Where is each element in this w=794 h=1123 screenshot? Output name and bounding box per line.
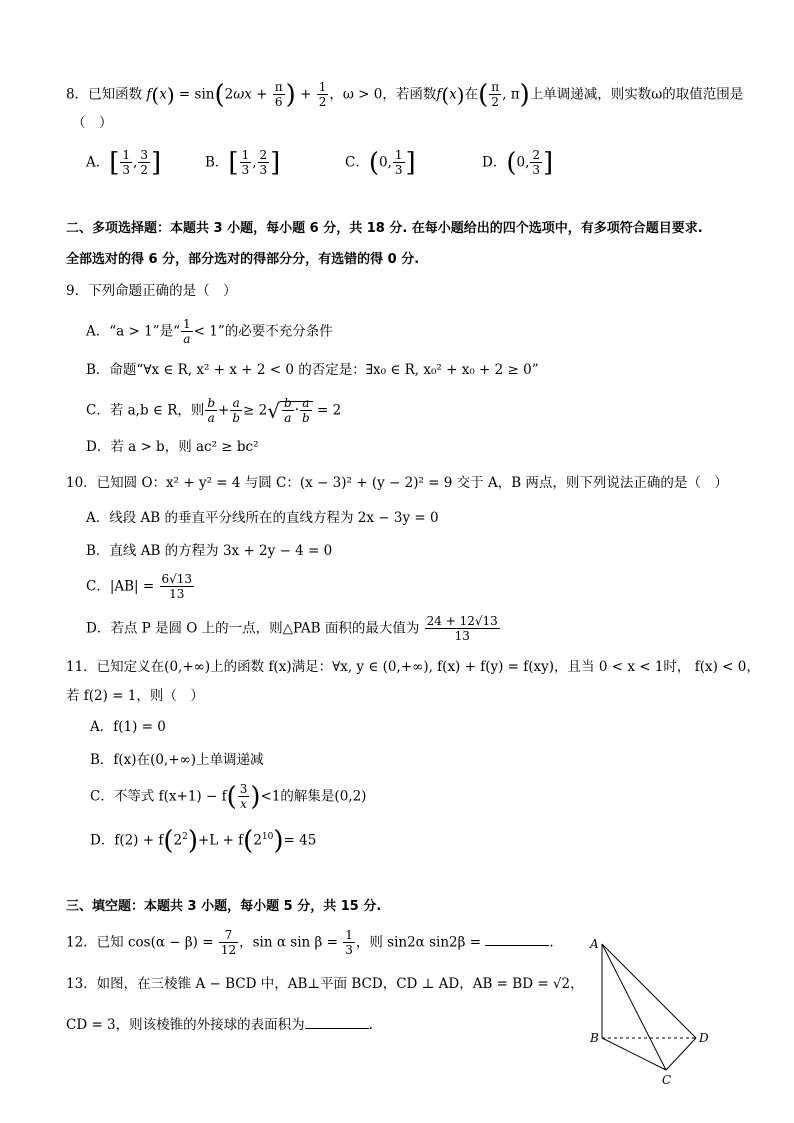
q9-option-b-text: 命题“∀x ∈ R, x² + x + 2 < 0 的否定是：∃x₀ ∈ R, x₀² + x₀ + 2 ≥ 0” <box>109 362 539 378</box>
q8-option-d-label: D． <box>482 154 507 171</box>
vertex-label-b: B <box>590 1031 599 1045</box>
q8-intro: 已知函数 <box>88 86 143 103</box>
section3-heading: 三、填空题：本题共 3 小题，每小题 5 分，共 15 分. <box>66 899 382 914</box>
vertex-label-d: D <box>699 1031 709 1045</box>
q8-option-c: C．(0, $\frac{1}{3}$ ] <box>345 147 416 178</box>
q10-option-a <box>86 512 439 526</box>
q13-end: . <box>368 1017 373 1033</box>
vertex-label-a: A <box>590 937 599 951</box>
q10-option-b-text: 直线 AB 的方程为 3x + 2y − 4 = 0 <box>109 543 333 559</box>
edge-bc <box>602 1038 666 1070</box>
q10-option-d-pre: 若点 P 是圆 O 上的一点，则△PAB 面积的最大值为 <box>110 620 420 637</box>
q11-option-a <box>90 721 166 735</box>
q11-option-a-label: A． <box>90 719 114 735</box>
q11-option-d-pre: f(2) + f <box>114 832 164 849</box>
q9-stem: 9．下列命题正确的是（ ） <box>66 283 237 299</box>
q9-option-a: A．“a > 1”是“ $\frac{1}{a}$ < 1”的必要不充分条件 <box>86 317 333 347</box>
q8-number: 8． <box>66 86 89 103</box>
edge-ad <box>602 944 696 1038</box>
q10-option-c: C．|AB| = $\frac{6√13}{13}$ <box>86 572 193 602</box>
q11-option-c-label: C． <box>90 788 114 805</box>
vertex-label-c: C <box>662 1073 672 1087</box>
q12-answer-blank <box>485 933 549 946</box>
q9-option-a-label: A． <box>86 323 110 340</box>
tetrahedron-figure <box>580 930 720 1090</box>
q8-option-b: B．[ $\frac{1}{3}$ , $\frac{2}{3}$ ] <box>205 147 281 178</box>
q10-option-b-label: B． <box>86 543 110 559</box>
q8-option-d: D．(0, $\frac{2}{3}$ ] <box>482 147 554 178</box>
q10-option-c-label: C． <box>86 578 110 595</box>
q11-option-a-text: f(1) = 0 <box>113 719 166 735</box>
q11-option-d-post: = 45 <box>283 832 317 849</box>
q11-option-d-label: D． <box>90 832 115 849</box>
q11-option-d-mid: +L + f <box>197 832 244 849</box>
q11-stem: 11．已知定义在(0,+∞)上的函数 f(x)满足：∀x, y ∈ (0,+∞), f(x) + f(y) = f(xy)，且当 0 < x < 1时， f(x) < 0， <box>66 659 760 675</box>
q11-option-d: D．$f(2) + f(2^2)+L + f(2^{10})= 45$ <box>90 826 317 856</box>
q10-option-b <box>86 545 332 559</box>
q11-option-c-post: <1的解集是(0,2) <box>260 788 367 805</box>
q11-option-c-pre: 不等式 f(x+1) − f <box>113 788 227 805</box>
q12-mid: ，sin α sin β = <box>239 934 338 951</box>
q8-mid1: ，ω > 0，若函数 <box>329 86 437 103</box>
q10-option-c-pre: |AB| = <box>109 578 155 595</box>
q10-option-d: D．若点 P 是圆 O 上的一点，则△PAB 面积的最大值为 $\frac{24 + 12√13}{13}$ <box>86 614 498 644</box>
q11-option-b <box>90 754 264 768</box>
q12-pre: 12．已知 cos(α − β) = <box>66 934 214 951</box>
q10-option-a-text: 线段 AB 的垂直平分线所在的直线方程为 2x − 3y = 0 <box>109 510 439 526</box>
q8-paren: （ ） <box>72 115 113 131</box>
q9-option-c-label: C． <box>86 402 110 419</box>
q9-option-a-pre: “a > 1”是“ <box>109 323 180 340</box>
edge-ac <box>602 944 666 1070</box>
q13-line2 <box>66 1016 373 1033</box>
edge-cd <box>666 1038 696 1070</box>
q12-post: ，则 sin2α sin2β = <box>355 934 482 951</box>
q8-option-a-label: A． <box>86 154 110 171</box>
q9-option-b <box>86 364 539 378</box>
q10-option-d-label: D． <box>86 620 111 637</box>
q12-stem: 12．已知 cos(α − β) = $\frac{7}{12}$ ，sin α sin β = $\frac{1}{3}$ ，则 sin2α sin2β = . <box>66 928 554 958</box>
q8-option-b-label: B． <box>205 154 229 171</box>
q9-option-d-text: 若 a > b，则 ac² ≥ bc² <box>110 439 259 455</box>
q11-option-b-label: B． <box>90 752 114 768</box>
section2-heading-line2: 全部选对的得 6 分，部分选对的得部分分，有选错的得 0 分. <box>66 252 420 267</box>
q13-answer-blank <box>305 1016 369 1029</box>
q9-option-a-post: < 1”的必要不充分条件 <box>193 323 333 340</box>
q13-line1: 13．如图，在三棱锥 A − BCD 中，AB⊥平面 BCD，CD ⊥ AD，AB = BD = √2， <box>66 976 584 992</box>
q8-mid2: 在 <box>464 86 479 103</box>
section2-heading-line1: 二、多项选择题：本题共 3 小题，每小题 6 分，共 18 分. 在每小题给出的四个选项中，有多项符合题目要求. <box>66 221 703 236</box>
q8-stem: 8．已知函数 f(x) = sin(2ωx + $\frac{\pi}{6}$ ) + $\frac{1}{2}$ ，ω > 0，若函数f(x)在( $\frac{\pi}{2}$ , π)上单调递减，则实数ω的取值范围是 <box>66 79 744 110</box>
q13-line2-pre: CD = 3，则该棱锥的外接球的表面积为 <box>66 1017 305 1033</box>
q9-option-b-label: B． <box>86 362 110 378</box>
q10-stem: 10．已知圆 O：x² + y² = 4 与圆 C：(x − 3)² + (y − 2)² = 9 交于 A，B 两点，则下列说法正确的是（ ） <box>66 475 728 491</box>
q11-stem-line2: 若 f(2) = 1，则（ ） <box>66 688 204 704</box>
q8-option-c-label: C． <box>345 154 369 171</box>
q9-option-d <box>86 441 259 455</box>
q11-option-c: C．不等式 f(x+1) − f( $\frac{3}{x}$ )<1的解集是(0,2) <box>90 781 367 812</box>
q11-option-b-text: f(x)在(0,+∞)上单调递减 <box>113 752 264 768</box>
q8-option-a: A．[ $\frac{1}{3}$ , $\frac{3}{2}$ ] <box>86 147 162 178</box>
q9-option-c: C．若 a,b ∈ R，则 $\frac{b}{a}$ + $\frac{a}{b}$ ≥ 2√ $\frac{b}{a}$ · $\frac{a}{b}$ = 2 <box>86 396 342 426</box>
q8-mid3: 上单调递减，则实数ω的取值范围是 <box>529 86 744 103</box>
q12-end: . <box>549 934 554 951</box>
q9-option-c-pre: 若 a,b ∈ R，则 <box>109 402 205 419</box>
q10-option-a-label: A． <box>86 510 110 526</box>
q9-option-d-label: D． <box>86 439 111 455</box>
